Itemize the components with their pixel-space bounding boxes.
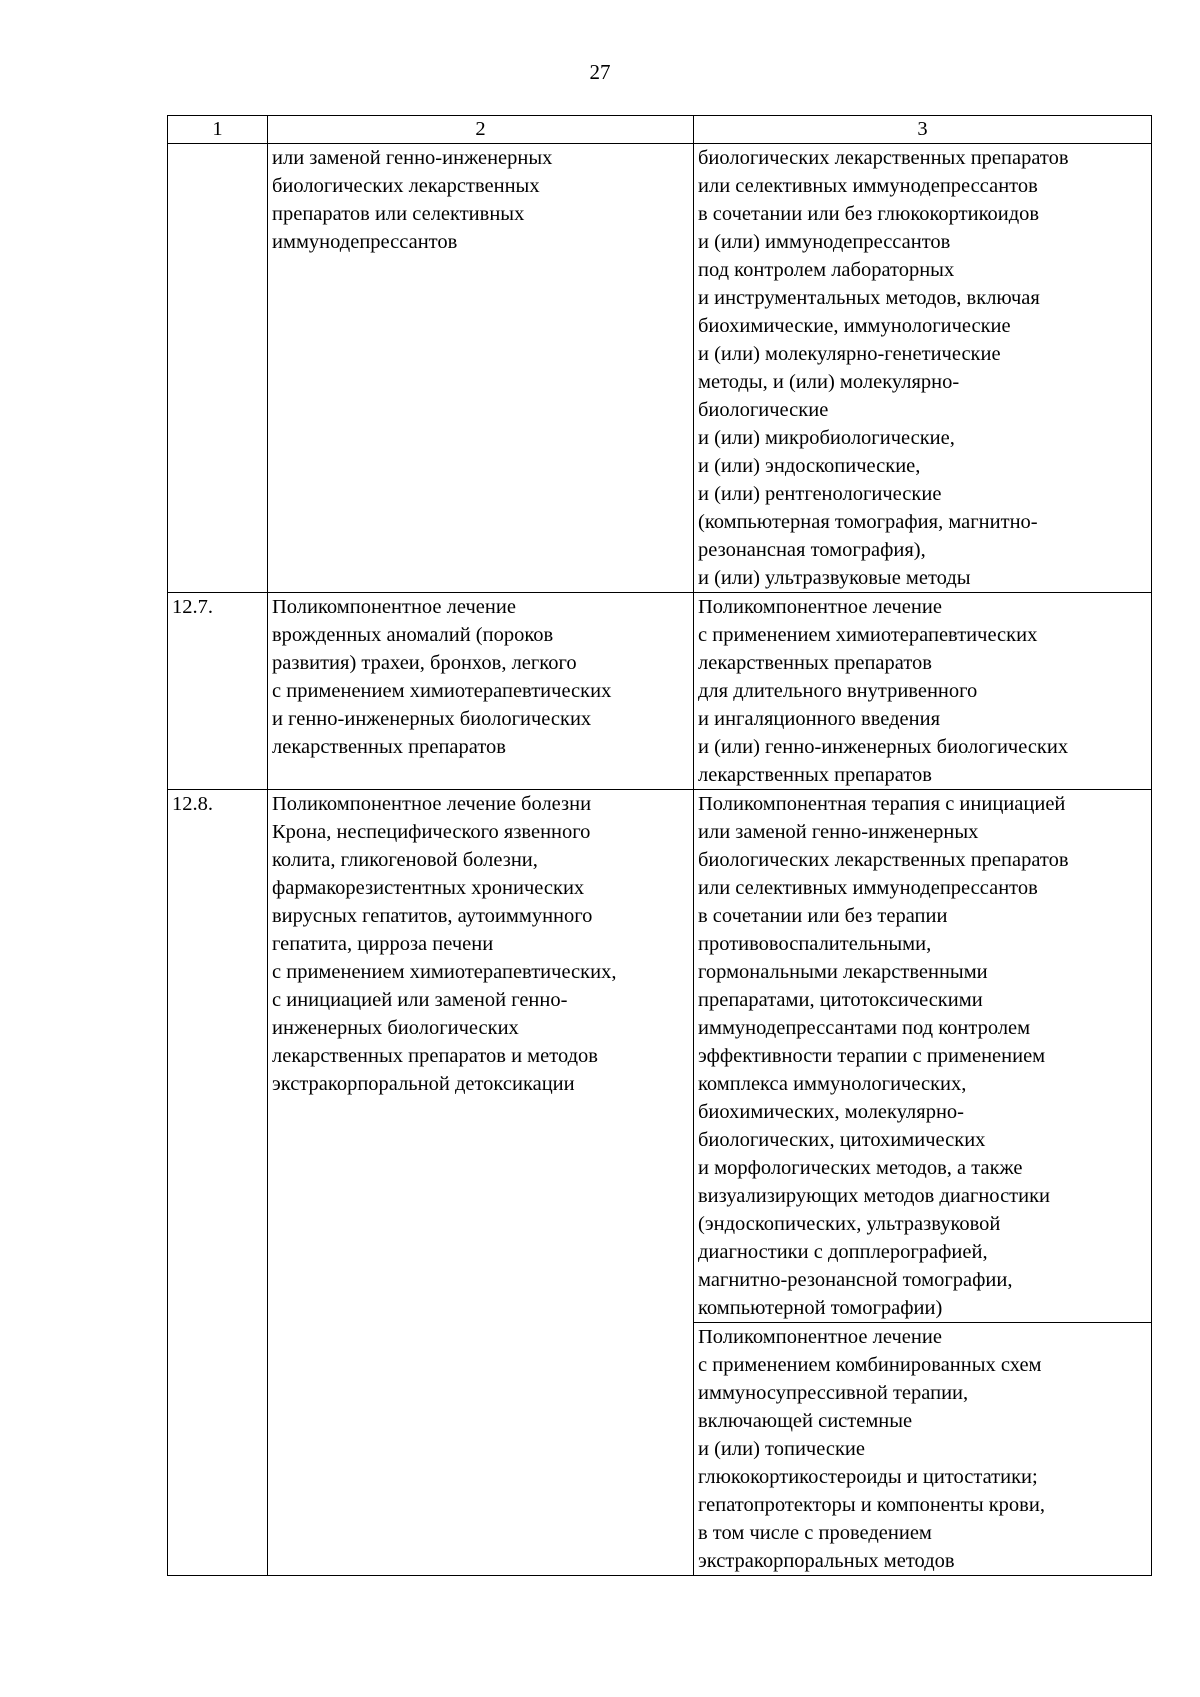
text-line: (компьютерная томография, магнитно-	[698, 511, 1038, 533]
table-header-row	[168, 116, 1152, 144]
text-line: и (или) молекулярно-генетические	[698, 343, 1001, 365]
text-line: иммунодепрессантами под контролем	[698, 1017, 1031, 1039]
text-line: Поликомпонентное лечение	[698, 1326, 942, 1348]
text-line: гепатопротекторы и компоненты крови,	[698, 1494, 1045, 1516]
text-line: фармакорезистентных хронических	[272, 877, 585, 899]
text-line: вирусных гепатитов, аутоиммунного	[272, 905, 593, 927]
text-line: с применением химиотерапевтических	[272, 680, 612, 702]
text-line: в сочетании или без глюкокортикоидов	[698, 203, 1040, 225]
text-line: с применением химиотерапевтических,	[272, 961, 617, 983]
text-line: Поликомпонентное лечение	[698, 596, 942, 618]
text-line: иммунодепрессантов	[272, 231, 458, 253]
text-line: биологических, цитохимических	[698, 1129, 986, 1151]
text-line: препаратами, цитотоксическими	[698, 989, 983, 1011]
text-line: под контролем лабораторных	[698, 259, 955, 281]
text-line: экстракорпоральных методов	[698, 1550, 955, 1572]
text-line: магнитно-резонансной томографии,	[698, 1269, 1013, 1291]
text-line: включающей системные	[698, 1410, 913, 1432]
text-line: или селективных иммунодепрессантов	[698, 175, 1038, 197]
treatment-method	[694, 144, 1152, 593]
text-line: и (или) микробиологические,	[698, 427, 955, 449]
text-line: или селективных иммунодепрессантов	[698, 877, 1038, 899]
table-row	[168, 144, 1152, 593]
treatment-method	[694, 1323, 1152, 1576]
header-col-2: 2	[268, 116, 694, 144]
text-line: лекарственных препаратов	[698, 652, 932, 674]
text-line: с применением химиотерапевтических	[698, 624, 1038, 646]
header-col-3: 3	[694, 116, 1152, 144]
treatment-description	[268, 790, 694, 1576]
text-line: Поликомпонентное лечение болезни	[272, 793, 592, 815]
treatment-description	[268, 144, 694, 593]
text-line: биологических лекарственных препаратов	[698, 147, 1069, 169]
text-line: комплекса иммунологических,	[698, 1073, 967, 1095]
text-line: эффективности терапии с применением	[698, 1045, 1046, 1067]
text-line: Поликомпонентная терапия с инициацией	[698, 793, 1066, 815]
text-line: и морфологических методов, а также	[698, 1157, 1023, 1179]
text-line: Поликомпонентное лечение	[272, 596, 516, 618]
treatment-description	[268, 593, 694, 790]
text-line: с применением комбинированных схем	[698, 1354, 1042, 1376]
text-line: противовоспалительными,	[698, 933, 932, 955]
text-line: с инициацией или заменой генно-	[272, 989, 568, 1011]
text-line: и (или) топические	[698, 1438, 865, 1460]
text-line: и (или) рентгенологические	[698, 483, 942, 505]
text-line: визуализирующих методов диагностики	[698, 1185, 1051, 1207]
text-line: резонансная томография),	[698, 539, 926, 561]
text-line: и генно-инженерных биологических	[272, 708, 592, 730]
text-line: биохимические, иммунологические	[698, 315, 1011, 337]
text-line: колита, гликогеновой болезни,	[272, 849, 538, 871]
text-line: развития) трахеи, бронхов, легкого	[272, 652, 577, 674]
text-line: биохимических, молекулярно-	[698, 1101, 965, 1123]
text-line: для длительного внутривенного	[698, 680, 978, 702]
text-line: или заменой генно-инженерных	[272, 147, 553, 169]
text-line: препаратов или селективных	[272, 203, 525, 225]
text-line: лекарственных препаратов	[272, 736, 506, 758]
text-line: гормональными лекарственными	[698, 961, 988, 983]
treatment-table	[167, 115, 1152, 1576]
text-line: и ингаляционного введения	[698, 708, 941, 730]
text-line: методы, и (или) молекулярно-	[698, 371, 960, 393]
row-number	[168, 144, 268, 593]
text-line: биологических лекарственных препаратов	[698, 849, 1069, 871]
text-line: биологических лекарственных	[272, 175, 540, 197]
treatment-method	[694, 593, 1152, 790]
treatment-method	[694, 790, 1152, 1323]
text-line: и (или) ультразвуковые методы	[698, 567, 971, 589]
row-number: 12.8.	[168, 790, 268, 1576]
text-line: компьютерной томографии)	[698, 1297, 943, 1319]
text-line: инженерных биологических	[272, 1017, 519, 1039]
text-line: лекарственных препаратов	[698, 764, 932, 786]
page-number: 27	[589, 60, 611, 84]
text-line: иммуносупрессивной терапии,	[698, 1382, 969, 1404]
text-line: лекарственных препаратов и методов	[272, 1045, 598, 1067]
text-line: гепатита, цирроза печени	[272, 933, 494, 955]
text-line: и инструментальных методов, включая	[698, 287, 1040, 309]
text-line: и (или) иммунодепрессантов	[698, 231, 951, 253]
text-line: биологические	[698, 399, 829, 421]
text-line: в сочетании или без терапии	[698, 905, 948, 927]
text-line: Крона, неспецифического язвенного	[272, 821, 591, 843]
table-row	[168, 790, 1152, 1323]
text-line: экстракорпоральной детоксикации	[272, 1073, 575, 1095]
header-col-1: 1	[168, 116, 268, 144]
text-line: врожденных аномалий (пороков	[272, 624, 554, 646]
text-line: или заменой генно-инженерных	[698, 821, 979, 843]
text-line: и (или) генно-инженерных биологических	[698, 736, 1069, 758]
row-number: 12.7.	[168, 593, 268, 790]
text-line: глюкокортикостероиды и цитостатики;	[698, 1466, 1038, 1488]
text-line: (эндоскопических, ультразвуковой	[698, 1213, 1001, 1235]
table-row	[168, 593, 1152, 790]
text-line: и (или) эндоскопические,	[698, 455, 921, 477]
text-line: диагностики с допплерографией,	[698, 1241, 988, 1263]
text-line: в том числе с проведением	[698, 1522, 932, 1544]
